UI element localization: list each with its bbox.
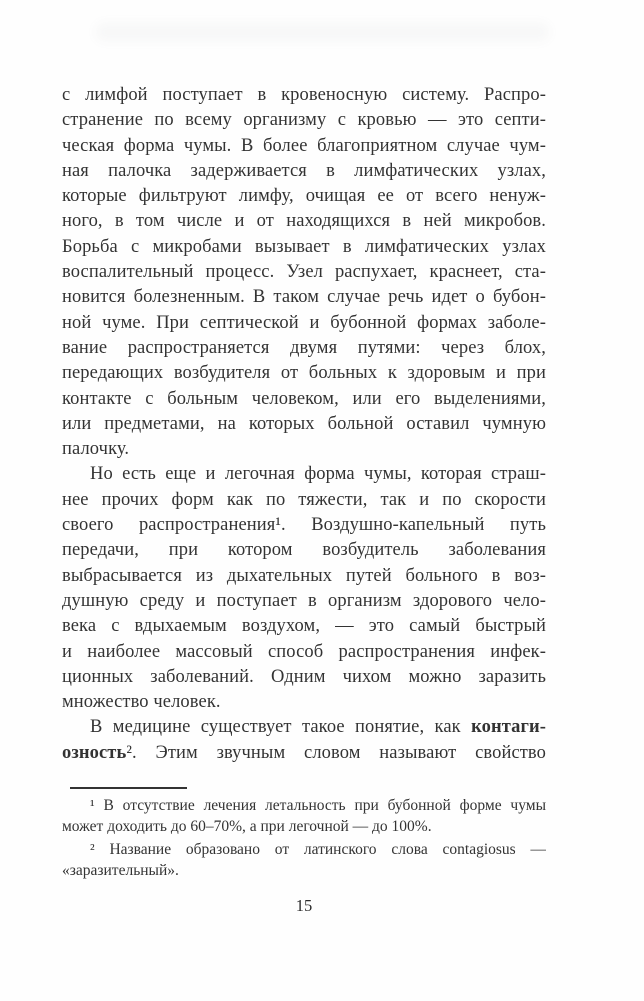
text-line: палочку. [62, 439, 130, 460]
main-text [62, 83, 546, 766]
paragraph-2 [62, 462, 546, 715]
text-line: ная палочка задерживается в лимфатических узлах, [62, 160, 546, 181]
text-line: выбрасывается из дыхательных путей больного в воз- [62, 565, 546, 586]
text-line: или предметами, на которых больной оставил чумную [62, 413, 546, 434]
footnotes [62, 796, 546, 881]
page-number: 15 [295, 896, 313, 915]
text-line: и наиболее массовый способ распространения инфек- [62, 641, 546, 662]
text-line: озность². Этим звучным словом называют свойство [62, 742, 546, 763]
text-line: века с вдыхаемым воздухом, — это самый быстрый [62, 616, 546, 637]
text-line: с лимфой поступает в кровеносную систему. Распро- [62, 85, 546, 105]
footnote-line: может доходить до 60–70%, а при легочной — до 100%. [62, 817, 432, 835]
paragraph-1 [62, 83, 546, 462]
text-line: ной чуме. При септической и бубонной формах заболе- [62, 312, 546, 333]
text-line: передающих возбудителя от больных к здоровым и при [62, 363, 546, 384]
text-line: Но есть еще и легочная форма чумы, которая страш- [90, 464, 546, 485]
text-line: множество человек. [62, 692, 221, 713]
footnote-separator [70, 787, 187, 789]
footnote-2 [62, 840, 546, 881]
footnote-1 [62, 796, 546, 837]
footnote-line: «заразительный». [62, 861, 179, 879]
text-line: странение по всему организму с кровью — это септи- [62, 110, 546, 131]
text-line: Борьба с микробами вызывает в лимфатических узлах [62, 236, 546, 257]
text-line: ционных заболеваний. Одним чихом можно заразить [62, 666, 546, 687]
text-line: своего распространения¹. Воздушно-капельный путь [62, 515, 546, 536]
text-line: ческая форма чумы. В более благоприятном случае чум- [62, 135, 546, 156]
text-line: передачи, при котором возбудитель заболевания [62, 540, 546, 561]
text-line: контакте с больным человеком, или его выделениями, [62, 388, 546, 409]
paragraph-3 [62, 715, 546, 766]
scan-artifact [95, 22, 550, 42]
footnote-line: ¹ В отсутствие лечения летальность при бубонной форме чумы [90, 797, 546, 814]
text-line: ного, в том числе и от находящихся в ней микробов. [62, 211, 546, 232]
text-line: воспалительный процесс. Узел распухает, краснеет, ста- [62, 262, 546, 283]
text-line: В медицине существует такое понятие, как контаги- [90, 717, 546, 738]
text-line: новится болезненным. В таком случае речь идет о бубон- [62, 287, 546, 308]
text-line: вание распространяется двумя путями: через блох, [62, 337, 546, 358]
text-line: душную среду и поступает в организм здорового чело- [62, 590, 546, 611]
footnote-line: ² Название образовано от латинского слова contagiosus — [90, 841, 546, 859]
text-line: которые фильтруют лимфу, очищая ее от всего ненуж- [62, 186, 546, 207]
text-line: нее прочих форм как по тяжести, так и по скорости [62, 489, 546, 510]
